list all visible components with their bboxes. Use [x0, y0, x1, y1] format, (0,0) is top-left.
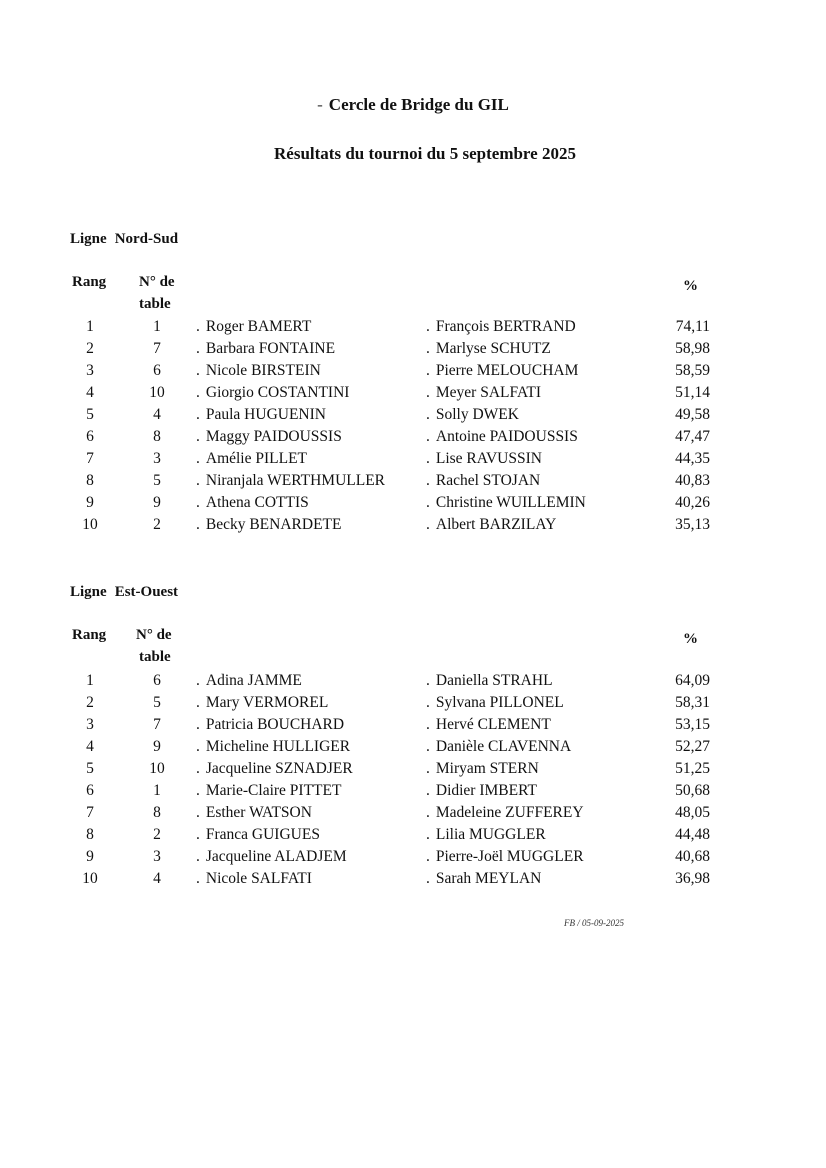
player2-cell: [426, 760, 539, 778]
player1-name: Barbara FONTAINE: [205, 340, 336, 357]
player1-name: Marie-Claire PITTET: [205, 782, 342, 799]
percent-cell: 51,14: [675, 384, 710, 401]
section-title-est-ouest: [70, 584, 178, 601]
bullet-dot: .: [196, 406, 200, 423]
player1-cell: [196, 782, 341, 800]
result-row: [0, 362, 826, 384]
percent-cell: 74,11: [675, 318, 710, 335]
header-table-line1: N° de: [136, 627, 172, 643]
percent-cell: 44,35: [675, 450, 710, 467]
table-number-cell: 9: [153, 738, 161, 755]
bullet-dot: .: [196, 340, 200, 357]
table-number-cell: 8: [153, 428, 161, 445]
player2-name: Pierre-Joël MUGGLER: [435, 848, 584, 865]
player2-cell: [426, 340, 551, 358]
bullet-dot: .: [196, 672, 200, 689]
bullet-dot: .: [196, 738, 200, 755]
player2-cell: [426, 848, 584, 866]
percent-cell: 35,13: [675, 516, 710, 533]
bullet-dot: .: [196, 826, 200, 843]
player2-cell: [426, 450, 542, 468]
player1-cell: [196, 870, 312, 888]
player1-cell: [196, 760, 353, 778]
header-percent: %: [683, 631, 698, 647]
bullet-dot: .: [196, 870, 200, 887]
result-row: [0, 738, 826, 760]
player2-name: Solly DWEK: [435, 406, 519, 423]
percent-cell: 51,25: [675, 760, 710, 777]
player1-name: Esther WATSON: [205, 804, 312, 821]
player2-name: Lilia MUGGLER: [435, 826, 546, 843]
player1-name: Micheline HULLIGER: [205, 738, 351, 755]
player1-cell: [196, 848, 347, 866]
bullet-dot: .: [426, 782, 430, 799]
rank-cell: 1: [86, 318, 94, 335]
player1-cell: [196, 450, 307, 468]
player2-cell: [426, 870, 541, 888]
table-number-cell: 4: [153, 406, 161, 423]
player1-name: Becky BENARDETE: [205, 516, 342, 533]
header-rank: Rang: [72, 627, 107, 643]
bullet-dot: .: [426, 428, 430, 445]
result-row: [0, 760, 826, 782]
rank-cell: 9: [86, 494, 94, 511]
player2-cell: [426, 494, 586, 512]
result-row: [0, 428, 826, 450]
rank-cell: 3: [86, 716, 94, 733]
result-row: [0, 472, 826, 494]
table-number-cell: 3: [153, 450, 161, 467]
player2-name: Albert BARZILAY: [435, 516, 557, 533]
player1-name: Paula HUGUENIN: [205, 406, 326, 423]
player2-cell: [426, 672, 553, 690]
player1-cell: [196, 716, 344, 734]
bullet-dot: .: [196, 428, 200, 445]
percent-cell: 40,83: [675, 472, 710, 489]
result-row: [0, 318, 826, 340]
percent-cell: 44,48: [675, 826, 710, 843]
player2-cell: [426, 318, 576, 336]
club-title: [0, 95, 826, 115]
percent-cell: 48,05: [675, 804, 710, 821]
result-row: [0, 494, 826, 516]
player1-cell: [196, 494, 309, 512]
percent-cell: 52,27: [675, 738, 710, 755]
table-number-cell: 5: [153, 472, 161, 489]
player1-cell: [196, 516, 341, 534]
table-number-cell: 7: [153, 340, 161, 357]
result-row: [0, 340, 826, 362]
player2-cell: [426, 826, 546, 844]
table-number-cell: 10: [149, 760, 165, 777]
bullet-dot: .: [426, 694, 430, 711]
rank-cell: 2: [86, 340, 94, 357]
section-label-name: Est-Ouest: [114, 584, 179, 600]
percent-cell: 47,47: [675, 428, 710, 445]
player1-cell: [196, 384, 349, 402]
bullet-dot: .: [426, 870, 430, 887]
player1-name: Nicole SALFATI: [205, 870, 312, 887]
player1-name: Adina JAMME: [205, 672, 302, 689]
player2-name: Didier IMBERT: [435, 782, 537, 799]
rank-cell: 7: [86, 450, 94, 467]
player2-name: Danièle CLAVENNA: [435, 738, 572, 755]
header-rank: Rang: [72, 274, 107, 290]
table-number-cell: 1: [153, 782, 161, 799]
rank-cell: 5: [86, 760, 94, 777]
rank-cell: 6: [86, 428, 94, 445]
player1-cell: [196, 472, 385, 490]
player2-cell: [426, 716, 551, 734]
table-number-cell: 1: [153, 318, 161, 335]
player2-cell: [426, 384, 541, 402]
player2-name: Rachel STOJAN: [435, 472, 541, 489]
player1-name: Maggy PAIDOUSSIS: [205, 428, 342, 445]
player1-name: Patricia BOUCHARD: [205, 716, 345, 733]
percent-cell: 58,31: [675, 694, 710, 711]
results-table-nord-sud: [0, 318, 826, 548]
result-row: [0, 870, 826, 892]
percent-cell: 53,15: [675, 716, 710, 733]
player1-name: Giorgio COSTANTINI: [205, 384, 350, 401]
bullet-dot: .: [196, 494, 200, 511]
rank-cell: 8: [86, 826, 94, 843]
player1-name: Mary VERMOREL: [205, 694, 329, 711]
table-number-cell: 8: [153, 804, 161, 821]
table-number-cell: 10: [149, 384, 165, 401]
player2-name: Antoine PAIDOUSSIS: [435, 428, 578, 445]
player1-name: Amélie PILLET: [205, 450, 308, 467]
percent-cell: 40,68: [675, 848, 710, 865]
rank-cell: 1: [86, 672, 94, 689]
bullet-dot: .: [426, 760, 430, 777]
bullet-dot: .: [426, 716, 430, 733]
table-number-cell: 5: [153, 694, 161, 711]
bullet-dot: .: [426, 826, 430, 843]
result-row: [0, 672, 826, 694]
result-row: [0, 450, 826, 472]
percent-cell: 58,59: [675, 362, 710, 379]
player2-cell: [426, 472, 540, 490]
player2-cell: [426, 738, 571, 756]
bullet-dot: .: [196, 804, 200, 821]
player2-name: Sylvana PILLONEL: [435, 694, 564, 711]
player1-cell: [196, 694, 328, 712]
bullet-dot: .: [426, 672, 430, 689]
bullet-dot: .: [426, 516, 430, 533]
table-number-cell: 6: [153, 362, 161, 379]
player2-name: Sarah MEYLAN: [435, 870, 542, 887]
player2-cell: [426, 516, 556, 534]
percent-cell: 49,58: [675, 406, 710, 423]
player1-cell: [196, 826, 320, 844]
result-row: [0, 804, 826, 826]
section-label-ligne: Ligne: [70, 584, 107, 600]
section-label-ligne: Ligne: [70, 231, 107, 247]
rank-cell: 5: [86, 406, 94, 423]
result-row: [0, 782, 826, 804]
player1-name: Nicole BIRSTEIN: [205, 362, 321, 379]
percent-cell: 58,98: [675, 340, 710, 357]
player2-cell: [426, 782, 537, 800]
result-row: [0, 384, 826, 406]
player2-name: Lise RAVUSSIN: [435, 450, 542, 467]
player2-name: Miryam STERN: [435, 760, 539, 777]
bullet-dot: .: [426, 472, 430, 489]
bullet-dot: .: [196, 516, 200, 533]
table-number-cell: 4: [153, 870, 161, 887]
player1-cell: [196, 804, 312, 822]
player2-name: Meyer SALFATI: [435, 384, 542, 401]
table-number-cell: 7: [153, 716, 161, 733]
player1-cell: [196, 428, 342, 446]
player1-name: Niranjala WERTHMULLER: [205, 472, 386, 489]
section-label-name: Nord-Sud: [114, 231, 179, 247]
rank-cell: 7: [86, 804, 94, 821]
header-percent: %: [683, 278, 698, 294]
footer-reference: FB / 05-09-2025: [564, 918, 624, 928]
bullet-dot: .: [426, 450, 430, 467]
bullet-dot: .: [196, 472, 200, 489]
title-dash-mark: -: [317, 95, 323, 114]
player2-name: Hervé CLEMENT: [435, 716, 551, 733]
bullet-dot: .: [426, 362, 430, 379]
header-table-line2: table: [139, 296, 171, 312]
bullet-dot: .: [426, 738, 430, 755]
player2-cell: [426, 362, 578, 380]
result-row: [0, 694, 826, 716]
bullet-dot: .: [196, 384, 200, 401]
percent-cell: 36,98: [675, 870, 710, 887]
table-number-cell: 2: [153, 516, 161, 533]
player2-name: Madeleine ZUFFEREY: [435, 804, 584, 821]
player2-name: Pierre MELOUCHAM: [435, 362, 579, 379]
table-number-cell: 9: [153, 494, 161, 511]
bullet-dot: .: [196, 782, 200, 799]
player2-cell: [426, 694, 564, 712]
header-table-line1: N° de: [139, 274, 175, 290]
result-row: [0, 716, 826, 738]
club-title-text: Cercle de Bridge du GIL: [328, 95, 509, 114]
bullet-dot: .: [196, 450, 200, 467]
results-table-est-ouest: [0, 672, 826, 902]
player1-cell: [196, 318, 311, 336]
bullet-dot: .: [196, 362, 200, 379]
bullet-dot: .: [426, 384, 430, 401]
player1-name: Franca GUIGUES: [205, 826, 320, 843]
result-row: [0, 406, 826, 428]
percent-cell: 64,09: [675, 672, 710, 689]
table-number-cell: 2: [153, 826, 161, 843]
rank-cell: 2: [86, 694, 94, 711]
player2-name: Marlyse SCHUTZ: [435, 340, 551, 357]
bullet-dot: .: [426, 406, 430, 423]
bullet-dot: .: [196, 848, 200, 865]
tournament-title: Résultats du tournoi du 5 septembre 2025: [274, 144, 576, 163]
player1-name: Athena COTTIS: [205, 494, 309, 511]
result-row: [0, 516, 826, 538]
player1-cell: [196, 340, 335, 358]
player1-cell: [196, 406, 326, 424]
bullet-dot: .: [426, 848, 430, 865]
player1-cell: [196, 738, 350, 756]
bullet-dot: .: [196, 716, 200, 733]
player2-cell: [426, 406, 519, 424]
section-title-nord-sud: [70, 231, 178, 248]
bullet-dot: .: [426, 494, 430, 511]
rank-cell: 9: [86, 848, 94, 865]
rank-cell: 8: [86, 472, 94, 489]
player2-cell: [426, 804, 584, 822]
rank-cell: 4: [86, 384, 94, 401]
rank-cell: 10: [82, 870, 98, 887]
player2-name: François BERTRAND: [435, 318, 576, 335]
bullet-dot: .: [196, 318, 200, 335]
player1-name: Jacqueline ALADJEM: [205, 848, 347, 865]
player1-name: Jacqueline SZNADJER: [205, 760, 353, 777]
table-number-cell: 3: [153, 848, 161, 865]
bullet-dot: .: [426, 318, 430, 335]
bullet-dot: .: [196, 694, 200, 711]
bullet-dot: .: [196, 760, 200, 777]
rank-cell: 3: [86, 362, 94, 379]
player2-cell: [426, 428, 578, 446]
player2-name: Daniella STRAHL: [435, 672, 553, 689]
table-number-cell: 6: [153, 672, 161, 689]
bullet-dot: .: [426, 804, 430, 821]
percent-cell: 40,26: [675, 494, 710, 511]
rank-cell: 10: [82, 516, 98, 533]
result-row: [0, 848, 826, 870]
percent-cell: 50,68: [675, 782, 710, 799]
player1-name: Roger BAMERT: [205, 318, 312, 335]
player2-name: Christine WUILLEMIN: [435, 494, 586, 511]
result-row: [0, 826, 826, 848]
header-table-line2: table: [139, 649, 171, 665]
rank-cell: 6: [86, 782, 94, 799]
player1-cell: [196, 672, 302, 690]
bullet-dot: .: [426, 340, 430, 357]
rank-cell: 4: [86, 738, 94, 755]
player1-cell: [196, 362, 321, 380]
